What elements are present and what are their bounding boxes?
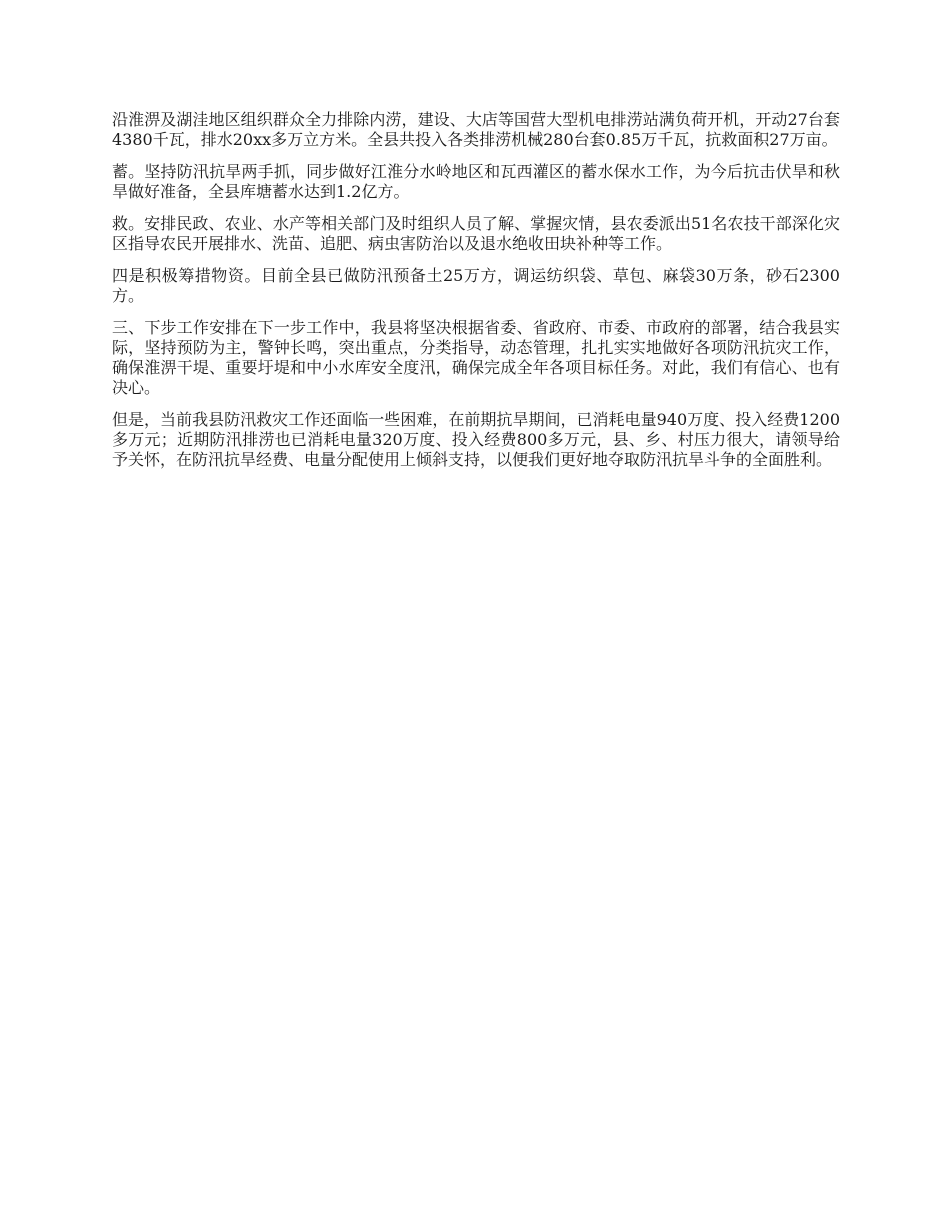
paragraph-relief: 救。安排民政、农业、水产等相关部门及时组织人员了解、掌握灾情，县农委派出51名农技干部深化灾区指导农民开展排水、洗苗、追肥、病虫害防治以及退水绝收田块补种等工作。 <box>112 214 840 253</box>
document-page <box>112 110 840 482</box>
paragraph-storage: 蓄。坚持防汛抗旱两手抓，同步做好江淮分水岭地区和瓦西灌区的蓄水保水工作，为今后抗击伏旱和秋旱做好准备，全县库塘蓄水达到1.2亿方。 <box>112 162 840 201</box>
paragraph-supplies: 四是积极筹措物资。目前全县已做防汛预备土25万方，调运纺织袋、草包、麻袋30万条，砂石2300方。 <box>112 266 840 305</box>
paragraph-difficulties: 但是，当前我县防汛救灾工作还面临一些困难，在前期抗旱期间，已消耗电量940万度、投入经费1200多万元；近期防汛排涝也已消耗电量320万度、投入经费800多万元，县、乡、村压力很大，请领导给予关怀，在防汛抗旱经费、电量分配使用上倾斜支持，以便我们更好地夺取防汛抗旱斗争的全面胜利。 <box>112 410 840 469</box>
paragraph-next-steps: 三、下步工作安排在下一步工作中，我县将坚决根据省委、省政府、市委、市政府的部署，结合我县实际，坚持预防为主，警钟长鸣，突出重点，分类指导，动态管理，扎扎实实地做好各项防汛抗灾工作，确保淮淠干堤、重要圩堤和中小水库安全度汛，确保完成全年各项目标任务。对此，我们有信心、也有决心。 <box>112 318 840 397</box>
paragraph-drainage: 沿淮淠及湖洼地区组织群众全力排除内涝，建设、大店等国营大型机电排涝站满负荷开机，开动27台套4380千瓦，排水20xx多万立方米。全县共投入各类排涝机械280台套0.85万千瓦，抗救面积27万亩。 <box>112 110 840 149</box>
